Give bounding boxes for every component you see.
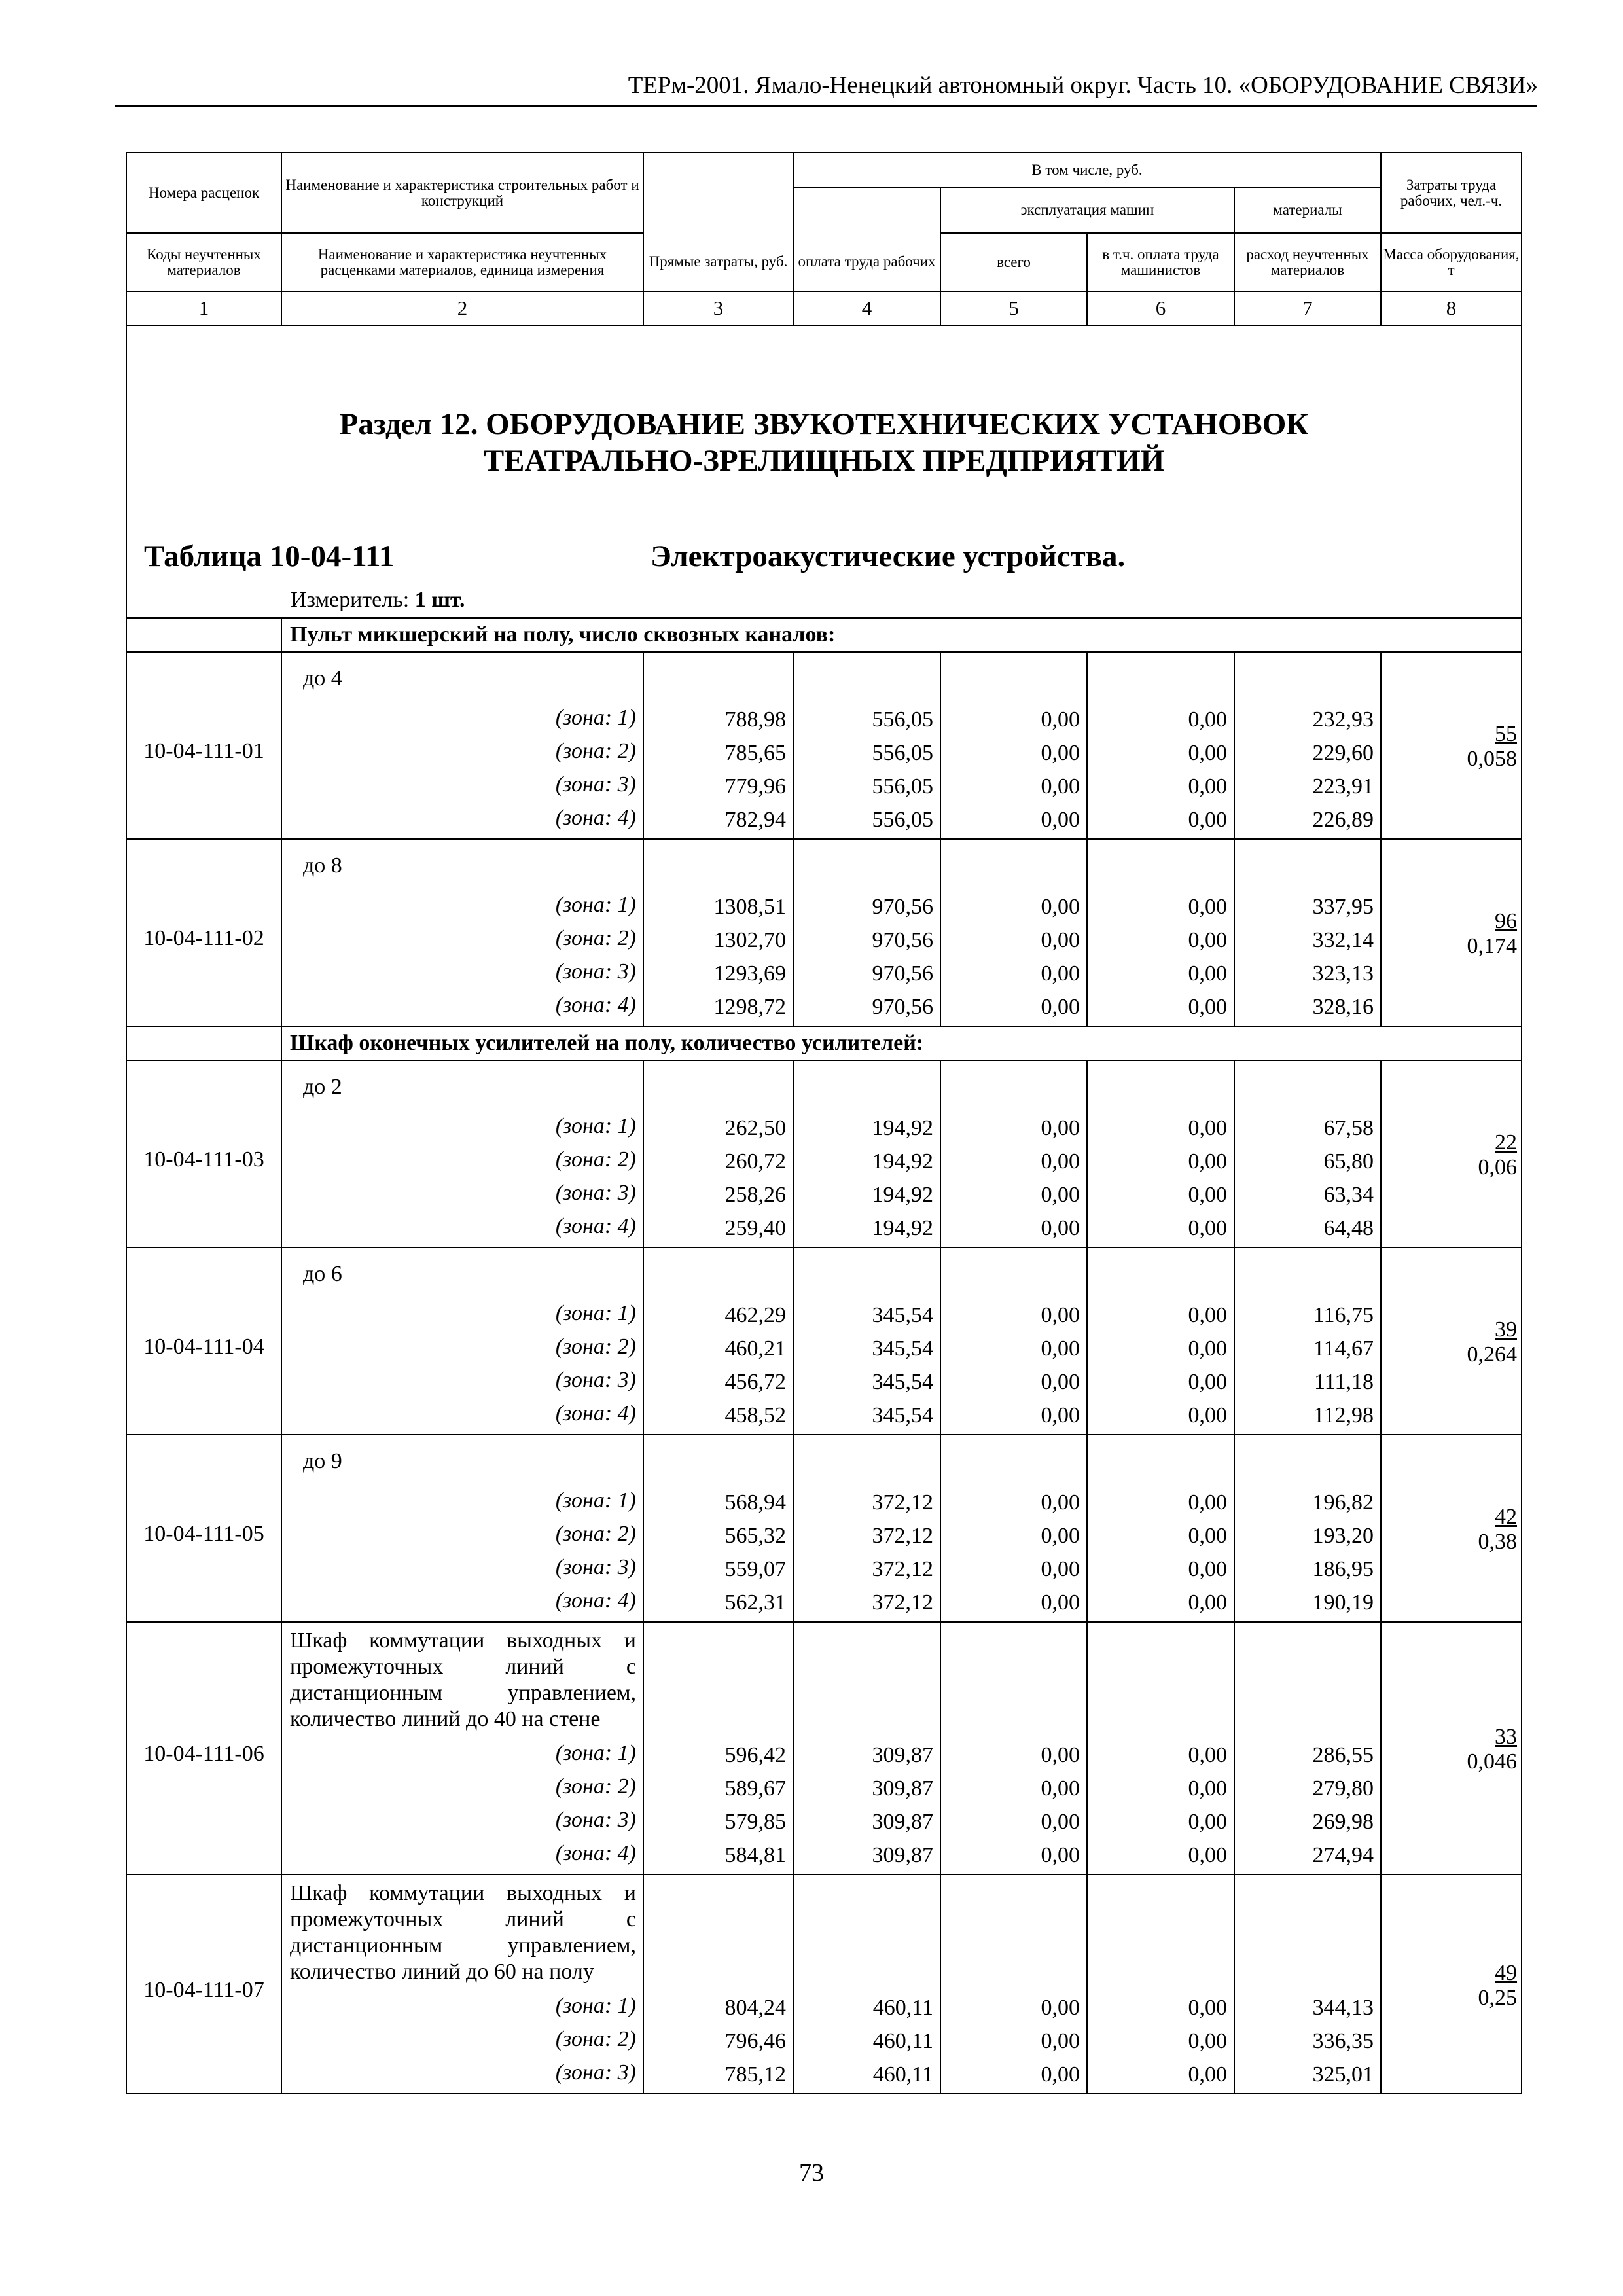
cell-materials xyxy=(1234,1060,1381,1247)
header-including: В том числе, руб. xyxy=(793,152,1381,187)
value-materials: 64,48 xyxy=(1323,1215,1374,1240)
cell-materials xyxy=(1234,839,1381,1026)
mass-value: 0,174 xyxy=(1467,934,1518,958)
rate-code: 10-04-111-01 xyxy=(126,652,281,839)
mass-value: 0,264 xyxy=(1467,1342,1518,1367)
value-machinists: 0,00 xyxy=(1188,1995,1227,2020)
group-title: Шкаф оконечных усилителей на полу, количество усилителей: xyxy=(281,1026,1522,1060)
cell-machines xyxy=(940,839,1087,1026)
zone-label: (зона: 1) xyxy=(555,706,636,730)
rate-name-cell xyxy=(281,1060,643,1247)
value-direct: 460,21 xyxy=(724,1336,786,1361)
column-numbers-row xyxy=(126,291,1522,325)
column-number: 8 xyxy=(1381,291,1522,325)
zone-label: (зона: 2) xyxy=(555,2027,636,2051)
page-number: 73 xyxy=(799,2159,824,2187)
value-direct: 779,96 xyxy=(724,774,786,798)
cell-direct xyxy=(643,1060,793,1247)
value-materials: 111,18 xyxy=(1314,1369,1374,1394)
rate-row xyxy=(126,1874,1522,2094)
labor-value: 55 xyxy=(1495,722,1518,746)
value-materials: 112,98 xyxy=(1313,1403,1374,1427)
unit-label: Измеритель: xyxy=(291,588,410,612)
value-machines: 0,00 xyxy=(1041,1182,1080,1207)
value-wages: 372,12 xyxy=(872,1490,933,1515)
value-materials: 67,58 xyxy=(1323,1115,1374,1140)
value-wages: 372,12 xyxy=(872,1590,933,1615)
rate-row xyxy=(126,1060,1522,1247)
value-machines: 0,00 xyxy=(1041,1403,1080,1427)
rate-name-cell xyxy=(281,839,643,1026)
value-direct: 258,26 xyxy=(724,1182,786,1207)
header-blank-3 xyxy=(793,187,940,233)
cell-machinists xyxy=(1087,839,1234,1026)
value-machines: 0,00 xyxy=(1041,740,1080,765)
value-materials: 193,20 xyxy=(1312,1523,1374,1548)
value-machinists: 0,00 xyxy=(1188,774,1227,798)
value-wages: 556,05 xyxy=(872,807,933,832)
cell-wages xyxy=(793,1435,940,1622)
value-direct: 596,42 xyxy=(724,1742,786,1767)
header-mass: Масса оборудования, т xyxy=(1381,233,1522,291)
value-machinists: 0,00 xyxy=(1188,1556,1227,1581)
cell-machinists xyxy=(1087,1874,1234,2094)
cell-wages xyxy=(793,652,940,839)
value-wages: 970,56 xyxy=(872,961,933,986)
cell-direct xyxy=(643,1435,793,1622)
rate-name: до 9 xyxy=(303,1449,342,1473)
rate-name-cell xyxy=(281,1622,643,1874)
rate-row xyxy=(126,652,1522,839)
value-direct: 260,72 xyxy=(724,1149,786,1174)
value-machinists: 0,00 xyxy=(1188,1182,1227,1207)
header-blank xyxy=(643,152,793,187)
cell-direct xyxy=(643,1247,793,1435)
value-wages: 460,11 xyxy=(872,1995,933,2020)
section-title-line-2: ТЕАТРАЛЬНО-ЗРЕЛИЩНЫХ ПРЕДПРИЯТИЙ xyxy=(483,444,1165,478)
rate-code: 10-04-111-03 xyxy=(126,1060,281,1247)
value-direct: 1308,51 xyxy=(713,894,786,919)
value-machinists: 0,00 xyxy=(1188,1149,1227,1174)
value-machinists: 0,00 xyxy=(1188,894,1227,919)
header-machines: эксплуатация машин xyxy=(940,187,1234,233)
zone-label: (зона: 3) xyxy=(555,1808,636,1832)
table-title: Таблица 10-04-111 xyxy=(144,539,395,573)
value-machinists: 0,00 xyxy=(1188,1523,1227,1548)
rate-code: 10-04-111-06 xyxy=(126,1622,281,1874)
cell-machinists xyxy=(1087,1622,1234,1874)
zone-label: (зона: 1) xyxy=(555,1994,636,2018)
value-direct: 458,52 xyxy=(724,1403,786,1427)
column-number: 3 xyxy=(643,291,793,325)
value-machinists: 0,00 xyxy=(1188,927,1227,952)
header-direct-costs: Прямые затраты, руб. xyxy=(643,233,793,291)
value-materials: 190,19 xyxy=(1312,1590,1374,1615)
value-machines: 0,00 xyxy=(1041,707,1080,732)
cell-wages xyxy=(793,1060,940,1247)
cell-machines xyxy=(940,1874,1087,2094)
value-machinists: 0,00 xyxy=(1188,1336,1227,1361)
cell-machinists xyxy=(1087,1060,1234,1247)
value-machines: 0,00 xyxy=(1041,1336,1080,1361)
zone-label: (зона: 2) xyxy=(555,1774,636,1799)
value-machinists: 0,00 xyxy=(1188,994,1227,1019)
value-direct: 579,85 xyxy=(724,1809,786,1834)
value-machines: 0,00 xyxy=(1041,1590,1080,1615)
rate-row xyxy=(126,1622,1522,1874)
value-machines: 0,00 xyxy=(1041,961,1080,986)
value-machines: 0,00 xyxy=(1041,1809,1080,1834)
value-wages: 556,05 xyxy=(872,707,933,732)
zone-label: (зона: 1) xyxy=(555,1301,636,1325)
value-materials: 337,95 xyxy=(1312,894,1374,919)
value-machines: 0,00 xyxy=(1041,774,1080,798)
rate-name: до 4 xyxy=(303,666,342,691)
value-machines: 0,00 xyxy=(1041,1742,1080,1767)
group-blank-cell xyxy=(126,618,281,652)
column-number: 1 xyxy=(126,291,281,325)
cell-materials xyxy=(1234,1247,1381,1435)
group-title: Пульт микшерский на полу, число сквозных каналов: xyxy=(281,618,1522,652)
zone-label: (зона: 2) xyxy=(555,1335,636,1359)
value-wages: 372,12 xyxy=(872,1523,933,1548)
value-direct: 562,31 xyxy=(724,1590,786,1615)
value-machinists: 0,00 xyxy=(1188,2028,1227,2053)
cell-materials xyxy=(1234,1622,1381,1874)
value-materials: 332,14 xyxy=(1312,927,1374,952)
value-direct: 785,65 xyxy=(724,740,786,765)
value-machines: 0,00 xyxy=(1041,894,1080,919)
value-machines: 0,00 xyxy=(1041,1115,1080,1140)
cell-materials xyxy=(1234,1435,1381,1622)
header-rule xyxy=(115,105,1537,107)
value-direct: 259,40 xyxy=(724,1215,786,1240)
value-wages: 194,92 xyxy=(872,1182,933,1207)
value-materials: 114,67 xyxy=(1313,1336,1374,1361)
cell-direct xyxy=(643,839,793,1026)
column-number: 7 xyxy=(1234,291,1381,325)
unit-line xyxy=(291,588,465,613)
value-wages: 309,87 xyxy=(872,1809,933,1834)
header-materials: материалы xyxy=(1234,187,1381,233)
zone-label: (зона: 3) xyxy=(555,1181,636,1205)
labor-value: 22 xyxy=(1495,1130,1518,1155)
value-wages: 345,54 xyxy=(872,1336,933,1361)
zone-label: (зона: 3) xyxy=(555,960,636,984)
value-materials: 286,55 xyxy=(1312,1742,1374,1767)
rate-name: до 8 xyxy=(303,853,342,878)
zone-label: (зона: 4) xyxy=(555,1401,636,1426)
cell-wages xyxy=(793,1874,940,2094)
rates-table xyxy=(126,152,1522,2094)
rate-code: 10-04-111-05 xyxy=(126,1435,281,1622)
header-rate-numbers: Номера расценок xyxy=(126,152,281,233)
zone-label: (зона: 1) xyxy=(555,1741,636,1765)
value-direct: 584,81 xyxy=(724,1842,786,1867)
value-machinists: 0,00 xyxy=(1188,2062,1227,2087)
labor-mass-cell xyxy=(1381,1247,1522,1435)
value-wages: 345,54 xyxy=(872,1403,933,1427)
column-number: 2 xyxy=(281,291,643,325)
cell-machinists xyxy=(1087,652,1234,839)
running-header: ТЕРм-2001. Ямало-Ненецкий автономный округ. Часть 10. «ОБОРУДОВАНИЕ СВЯЗИ» xyxy=(628,72,1538,99)
labor-mass-cell xyxy=(1381,1435,1522,1622)
rate-name-cell xyxy=(281,652,643,839)
value-machinists: 0,00 xyxy=(1188,807,1227,832)
value-wages: 309,87 xyxy=(872,1842,933,1867)
value-materials: 232,93 xyxy=(1312,707,1374,732)
value-direct: 1302,70 xyxy=(713,927,786,952)
cell-machines xyxy=(940,652,1087,839)
value-materials: 325,01 xyxy=(1312,2062,1374,2087)
rate-name-cell xyxy=(281,1874,643,2094)
rate-code: 10-04-111-02 xyxy=(126,839,281,1026)
cell-materials xyxy=(1234,652,1381,839)
value-machinists: 0,00 xyxy=(1188,1490,1227,1515)
value-direct: 1293,69 xyxy=(713,961,786,986)
value-machines: 0,00 xyxy=(1041,927,1080,952)
value-direct: 589,67 xyxy=(724,1776,786,1801)
cell-machines xyxy=(940,1435,1087,1622)
labor-value: 33 xyxy=(1495,1725,1518,1749)
value-materials: 65,80 xyxy=(1323,1149,1374,1174)
cell-machines xyxy=(940,1060,1087,1247)
value-direct: 788,98 xyxy=(724,707,786,732)
cell-machinists xyxy=(1087,1247,1234,1435)
value-machinists: 0,00 xyxy=(1188,1369,1227,1394)
group-row xyxy=(126,1026,1522,1060)
header-wages: оплата труда рабочих xyxy=(793,233,940,291)
labor-mass-cell xyxy=(1381,652,1522,839)
value-direct: 559,07 xyxy=(724,1556,786,1581)
zone-label: (зона: 4) xyxy=(555,806,636,830)
mass-value: 0,046 xyxy=(1467,1749,1518,1774)
value-machinists: 0,00 xyxy=(1188,1842,1227,1867)
value-materials: 226,89 xyxy=(1312,807,1374,832)
value-materials: 274,94 xyxy=(1312,1842,1374,1867)
zone-label: (зона: 3) xyxy=(555,1555,636,1579)
unit-value: 1 шт. xyxy=(414,588,465,612)
cell-machines xyxy=(940,1247,1087,1435)
value-machines: 0,00 xyxy=(1041,1523,1080,1548)
value-machines: 0,00 xyxy=(1041,2062,1080,2087)
section-title xyxy=(127,406,1521,479)
rate-name: до 6 xyxy=(303,1262,342,1286)
column-number: 5 xyxy=(940,291,1087,325)
header-work-name: Наименование и характеристика строительных работ и конструкций xyxy=(281,152,643,233)
value-direct: 456,72 xyxy=(724,1369,786,1394)
value-materials: 336,35 xyxy=(1312,2028,1374,2053)
rate-row xyxy=(126,839,1522,1026)
value-wages: 309,87 xyxy=(872,1742,933,1767)
labor-mass-cell xyxy=(1381,1874,1522,2094)
value-materials: 229,60 xyxy=(1312,740,1374,765)
value-machinists: 0,00 xyxy=(1188,1403,1227,1427)
value-direct: 782,94 xyxy=(724,807,786,832)
rate-name: Шкаф коммутации выходных и промежуточных линий с дистанционным управлением, количество линий до 40 на стене xyxy=(290,1628,636,1731)
value-materials: 196,82 xyxy=(1312,1490,1374,1515)
header-machinists-wages: в т.ч. оплата труда машинистов xyxy=(1087,233,1234,291)
value-wages: 460,11 xyxy=(872,2028,933,2053)
value-machines: 0,00 xyxy=(1041,1995,1080,2020)
value-direct: 568,94 xyxy=(724,1490,786,1515)
value-materials: 223,91 xyxy=(1312,774,1374,798)
value-machines: 0,00 xyxy=(1041,1149,1080,1174)
value-wages: 556,05 xyxy=(872,774,933,798)
value-machines: 0,00 xyxy=(1041,1302,1080,1327)
labor-value: 96 xyxy=(1495,909,1518,933)
table-subject: Электроакустические устройства. xyxy=(651,539,1126,573)
rate-name: до 2 xyxy=(303,1075,342,1099)
value-wages: 970,56 xyxy=(872,894,933,919)
value-machinists: 0,00 xyxy=(1188,1809,1227,1834)
value-machinists: 0,00 xyxy=(1188,740,1227,765)
value-machinists: 0,00 xyxy=(1188,707,1227,732)
value-machines: 0,00 xyxy=(1041,1776,1080,1801)
zone-label: (зона: 4) xyxy=(555,1588,636,1613)
value-machinists: 0,00 xyxy=(1188,1215,1227,1240)
value-machines: 0,00 xyxy=(1041,1556,1080,1581)
rate-name-cell xyxy=(281,1247,643,1435)
labor-mass-cell xyxy=(1381,839,1522,1026)
value-machines: 0,00 xyxy=(1041,1842,1080,1867)
labor-value: 42 xyxy=(1495,1505,1518,1529)
value-materials: 323,13 xyxy=(1312,961,1374,986)
value-wages: 194,92 xyxy=(872,1215,933,1240)
mass-value: 0,06 xyxy=(1478,1155,1518,1179)
value-wages: 309,87 xyxy=(872,1776,933,1801)
value-machinists: 0,00 xyxy=(1188,1115,1227,1140)
section-title-line-1: Раздел 12. ОБОРУДОВАНИЕ ЗВУКОТЕХНИЧЕСКИХ УСТАНОВОК xyxy=(339,407,1309,441)
cell-machines xyxy=(940,1622,1087,1874)
column-number: 6 xyxy=(1087,291,1234,325)
rate-row xyxy=(126,1435,1522,1622)
value-materials: 328,16 xyxy=(1312,994,1374,1019)
value-machinists: 0,00 xyxy=(1188,1302,1227,1327)
rate-name: Шкаф коммутации выходных и промежуточных линий с дистанционным управлением, количество линий до 60 на полу xyxy=(290,1881,636,1984)
zone-label: (зона: 1) xyxy=(555,1488,636,1513)
value-machines: 0,00 xyxy=(1041,2028,1080,2053)
zone-label: (зона: 3) xyxy=(555,1368,636,1392)
cell-wages xyxy=(793,1247,940,1435)
group-row xyxy=(126,618,1522,652)
header-blank-2 xyxy=(643,187,793,233)
value-materials: 186,95 xyxy=(1312,1556,1374,1581)
zone-label: (зона: 3) xyxy=(555,2060,636,2085)
value-wages: 460,11 xyxy=(872,2062,933,2087)
mass-value: 0,38 xyxy=(1478,1530,1518,1554)
header-material-name: Наименование и характеристика неучтенных расценками материалов, единица измерения xyxy=(281,233,643,291)
value-materials: 344,13 xyxy=(1312,1995,1374,2020)
zone-label: (зона: 1) xyxy=(555,893,636,917)
zone-label: (зона: 1) xyxy=(555,1114,636,1138)
labor-mass-cell xyxy=(1381,1622,1522,1874)
labor-value: 39 xyxy=(1495,1318,1518,1342)
cell-machinists xyxy=(1087,1435,1234,1622)
value-machines: 0,00 xyxy=(1041,807,1080,832)
value-direct: 796,46 xyxy=(724,2028,786,2053)
header-material-codes: Коды неучтенных материалов xyxy=(126,233,281,291)
zone-label: (зона: 2) xyxy=(555,1522,636,1546)
rate-name-cell xyxy=(281,1435,643,1622)
cell-direct xyxy=(643,1874,793,2094)
cell-direct xyxy=(643,652,793,839)
value-direct: 804,24 xyxy=(724,1995,786,2020)
value-wages: 194,92 xyxy=(872,1115,933,1140)
value-direct: 462,29 xyxy=(724,1302,786,1327)
cell-direct xyxy=(643,1622,793,1874)
zone-label: (зона: 2) xyxy=(555,1147,636,1172)
value-wages: 345,54 xyxy=(872,1369,933,1394)
value-wages: 970,56 xyxy=(872,927,933,952)
mass-value: 0,25 xyxy=(1478,1985,1518,2010)
labor-value: 49 xyxy=(1495,1960,1518,1985)
group-blank-cell xyxy=(126,1026,281,1060)
value-machinists: 0,00 xyxy=(1188,1590,1227,1615)
value-wages: 194,92 xyxy=(872,1149,933,1174)
value-materials: 279,80 xyxy=(1312,1776,1374,1801)
value-materials: 63,34 xyxy=(1323,1182,1374,1207)
value-machines: 0,00 xyxy=(1041,1369,1080,1394)
value-machines: 0,00 xyxy=(1041,994,1080,1019)
mass-value: 0,058 xyxy=(1467,747,1518,771)
header-materials-consumption: расход неучтенных материалов xyxy=(1234,233,1381,291)
rate-row xyxy=(126,1247,1522,1435)
zone-label: (зона: 2) xyxy=(555,926,636,950)
value-direct: 1298,72 xyxy=(713,994,786,1019)
labor-mass-cell xyxy=(1381,1060,1522,1247)
zone-label: (зона: 4) xyxy=(555,1841,636,1865)
header-machines-total: всего xyxy=(940,233,1087,291)
rate-code: 10-04-111-04 xyxy=(126,1247,281,1435)
value-machines: 0,00 xyxy=(1041,1215,1080,1240)
value-direct: 785,12 xyxy=(724,2062,786,2087)
section-row xyxy=(126,325,1522,618)
value-machinists: 0,00 xyxy=(1188,1742,1227,1767)
zone-label: (зона: 2) xyxy=(555,739,636,763)
value-direct: 262,50 xyxy=(724,1115,786,1140)
value-machinists: 0,00 xyxy=(1188,1776,1227,1801)
value-machinists: 0,00 xyxy=(1188,961,1227,986)
value-wages: 372,12 xyxy=(872,1556,933,1581)
value-wages: 345,54 xyxy=(872,1302,933,1327)
value-materials: 116,75 xyxy=(1313,1302,1374,1327)
zone-label: (зона: 3) xyxy=(555,772,636,797)
value-machines: 0,00 xyxy=(1041,1490,1080,1515)
section-block xyxy=(126,325,1522,618)
cell-wages xyxy=(793,839,940,1026)
column-number: 4 xyxy=(793,291,940,325)
value-direct: 565,32 xyxy=(724,1523,786,1548)
cell-materials xyxy=(1234,1874,1381,2094)
value-wages: 556,05 xyxy=(872,740,933,765)
zone-label: (зона: 4) xyxy=(555,1214,636,1238)
rate-code: 10-04-111-07 xyxy=(126,1874,281,2094)
value-materials: 269,98 xyxy=(1312,1809,1374,1834)
zone-label: (зона: 4) xyxy=(555,993,636,1017)
header-labor: Затраты труда рабочих, чел.-ч. xyxy=(1381,152,1522,233)
value-wages: 970,56 xyxy=(872,994,933,1019)
cell-wages xyxy=(793,1622,940,1874)
